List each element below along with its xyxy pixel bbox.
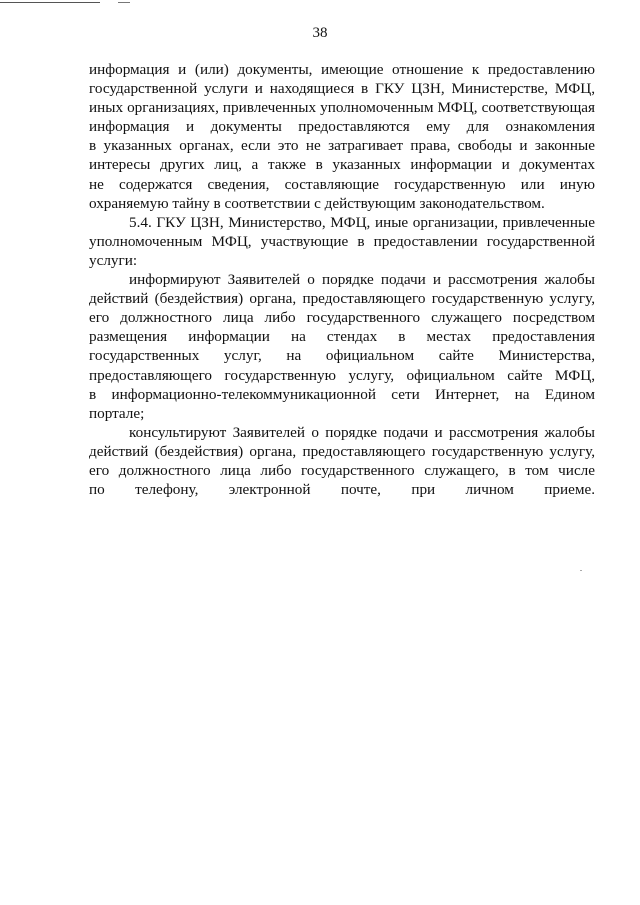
document-body xyxy=(89,60,595,499)
page-number: 38 xyxy=(312,25,328,41)
text-line: информируют Заявителей о порядке подачи и рассмотрения жалобы xyxy=(129,271,595,289)
text-line: предоставляющего государственную услугу, официальном сайте МФЦ, xyxy=(89,366,595,384)
text-line: государственных услуг, на официальном сайте Министерства, xyxy=(89,347,595,365)
scan-speck xyxy=(580,570,582,571)
text-line: консультируют Заявителей о порядке подачи и рассмотрения жалобы xyxy=(129,423,595,441)
text-line: интересы других лиц, а также в указанных информации и документах xyxy=(89,156,595,174)
text-line: в указанных органах, если это не затрагивает права, свободы и законные xyxy=(89,137,595,155)
paragraph-consult-applicants xyxy=(89,423,595,499)
text-line: его должностного лица либо государственного служащего, в том числе xyxy=(89,461,595,479)
text-line: охраняемую тайну в соответствии с действующим законодательством. xyxy=(89,194,545,212)
text-line: 5.4. ГКУ ЦЗН, Министерство, МФЦ, иные организации, привлеченные xyxy=(129,213,595,231)
text-line: в информационно-телекоммуникационной сети Интернет, на Едином xyxy=(89,385,595,403)
text-line: иных организациях, привлеченных уполномоченным МФЦ, соответствующая xyxy=(89,99,595,117)
text-line: информация и документы предоставляются ему для ознакомления xyxy=(89,118,595,136)
paragraph-information-access xyxy=(89,60,595,213)
text-line: государственной услуги и находящиеся в ГКУ ЦЗН, Министерстве, МФЦ, xyxy=(89,80,595,98)
text-line: портале; xyxy=(89,404,145,422)
text-line: размещения информации на стендах в местах предоставления xyxy=(89,328,595,346)
text-line: действий (бездействия) органа, предоставляющего государственную услугу, xyxy=(89,442,595,460)
scan-edge-mark xyxy=(118,2,130,3)
text-line: уполномоченным МФЦ, участвующие в предоставлении государственной xyxy=(89,232,595,250)
text-line: его должностного лица либо государственного служащего посредством xyxy=(89,309,595,327)
scan-edge-line xyxy=(0,2,100,3)
text-line: услуги: xyxy=(89,251,138,269)
paragraph-section-5-4 xyxy=(89,213,595,270)
paragraph-inform-applicants xyxy=(89,270,595,423)
text-line: не содержатся сведения, составляющие государственную или иную xyxy=(89,175,595,193)
text-line: информация и (или) документы, имеющие отношение к предоставлению xyxy=(89,61,595,78)
text-line: действий (бездействия) органа, предоставляющего государственную услугу, xyxy=(89,290,595,308)
text-line: по телефону, электронной почте, при личном приеме. xyxy=(89,481,595,499)
